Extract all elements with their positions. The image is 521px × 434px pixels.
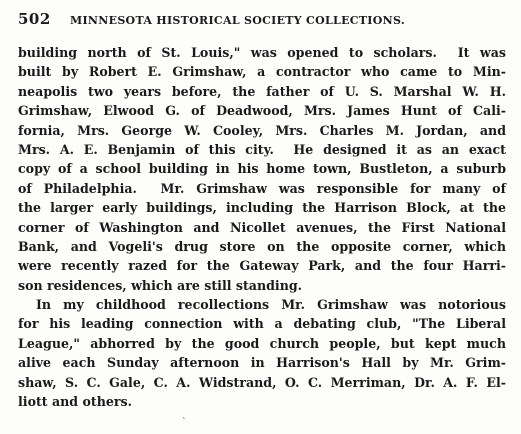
running-head bbox=[18, 10, 498, 30]
text-line: for his leading connection with a debating club, "The Liberal bbox=[18, 316, 506, 332]
text-line: neapolis two years before, the father of U. S. Marshal W. H. bbox=[18, 83, 506, 99]
text-line: fornia, Mrs. George W. Cooley, Mrs. Charles M. Jordan, and bbox=[18, 122, 506, 138]
text-line: the larger early buildings, including the Harrison Block, at the bbox=[18, 200, 506, 216]
text-line: building north of St. Louis," was opened to scholars. It was bbox=[18, 45, 506, 60]
paragraph-end-line: son residences, which are still standing. bbox=[18, 277, 303, 293]
text-line: copy of a school building in his home town, Bustleton, a suburb bbox=[18, 161, 506, 177]
text-line: built by Robert E. Grimshaw, a contractor who came to Min- bbox=[18, 64, 506, 80]
paragraph-start-line: In my childhood recollections Mr. Grimshaw was notorious bbox=[36, 297, 506, 313]
journal-title: MINNESOTA HISTORICAL SOCIETY COLLECTIONS. bbox=[70, 14, 405, 27]
text-line: Grimshaw, Elwood G. of Deadwood, Mrs. James Hunt of Cali- bbox=[18, 103, 506, 119]
text-line: corner of Washington and Nicollet avenues, the First National bbox=[18, 219, 506, 235]
paragraph-end-line: liott and others. bbox=[18, 394, 132, 410]
text-line: alive each Sunday afternoon in Harrison's Hall by Mr. Grim- bbox=[18, 355, 506, 371]
stray-ink-mark: ` bbox=[182, 418, 187, 428]
text-line: League," abhorred by the good church people, but kept much bbox=[18, 335, 506, 351]
page-number: 502 bbox=[18, 10, 51, 28]
body-text bbox=[18, 43, 506, 411]
text-line: shaw, S. C. Gale, C. A. Widstrand, O. C. Merriman, Dr. A. F. El- bbox=[18, 374, 506, 390]
text-line: were recently razed for the Gateway Park, and the four Harri- bbox=[18, 258, 506, 274]
text-line: Bank, and Vogeli's drug store on the opposite corner, which bbox=[18, 238, 506, 254]
text-line: of Philadelphia. Mr. Grimshaw was responsible for many of bbox=[18, 180, 506, 196]
text-line: Mrs. A. E. Benjamin of this city. He designed it as an exact bbox=[18, 141, 506, 157]
